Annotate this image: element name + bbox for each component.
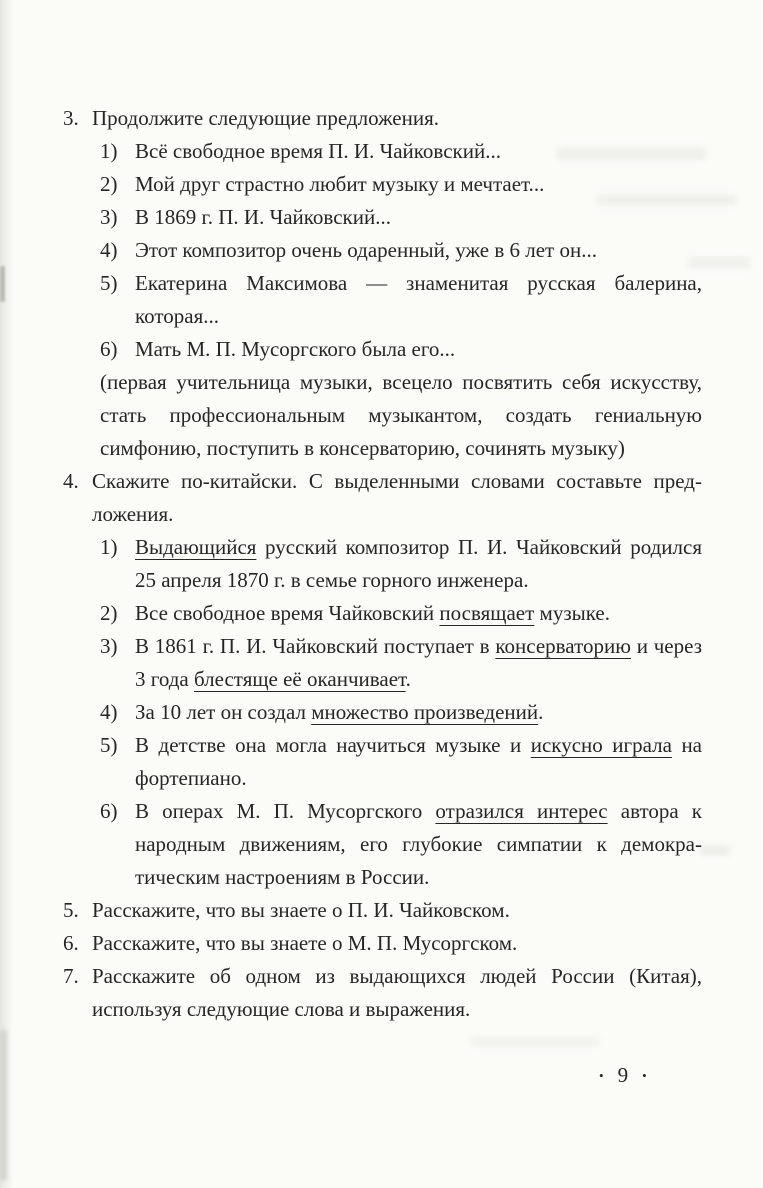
item-text: В 1869 г. П. И. Чайковский... [135,205,391,229]
item-text: Мой друг страстно любит музыку и мечтает... [135,172,545,196]
underlined-phrase: консерваторию [495,634,631,658]
exercise-item [63,729,702,795]
exercise-word-bank-note: (первая учительница музыки, всецело посвятить себя искусству, стать профессиональным музыкантом, создать гениальную симфонию, поступить в консерваторию, сочинять музыку) [100,370,702,460]
item-text [135,630,702,696]
exercise-title: Скажите по-китайски. С выделенными словами составьте предложения. [92,469,702,526]
exercise-item [63,234,702,267]
exercise-7 [63,960,702,1026]
item-number: 3) [100,205,118,229]
page-number-value: 9 [617,1063,629,1087]
exercise-4 [63,465,702,894]
exercise-item [63,795,702,894]
exercise-item [63,597,702,630]
underlined-phrase: искусно играла [530,733,672,757]
ink-bleed-ghost [700,845,730,856]
item-number: 4) [100,238,118,262]
text-segment: и через 3 года [135,634,702,691]
item-number: 2) [100,172,118,196]
text-segment: . [538,700,544,724]
item-text [135,597,702,630]
exercise-item [63,135,702,168]
exercise-heading [63,465,702,531]
item-number: 6) [100,799,118,823]
exercise-number: 4. [63,469,79,493]
item-text [135,531,702,597]
underlined-phrase: блестяще её оканчивает [194,667,406,691]
item-text: Екатерина Максимова — знаменитая русская балерина, которая... [135,271,702,328]
exercise-item [63,201,702,234]
item-text: Всё свободное время П. И. Чайковский... [135,139,501,163]
exercise-3 [63,102,702,465]
item-number: 4) [100,700,118,724]
text-segment: русский композитор П. И. Чайковский родился 25 апреля 1870 г. в семье горного инженера. [135,535,702,592]
exercise-item [63,531,702,597]
page-number-dot-left: • [599,1068,604,1083]
exercise-item [63,267,702,333]
exercise-heading [63,960,702,1026]
exercise-title: Расскажите об одном из выдающихся людей России (Китая), используя следующие слова и выражения. [92,964,702,1021]
text-segment: музыке. [534,601,610,625]
text-segment: За 10 лет он создал [135,700,312,724]
exercise-number: 5. [63,898,79,922]
underlined-phrase: Выдающийся [135,535,257,559]
item-number: 3) [100,634,118,658]
page-content [63,102,702,1026]
exercise-number: 7. [63,964,79,988]
exercise-item [63,168,702,201]
scan-edge-smudge [0,1030,7,1180]
text-segment: В операх М. П. Мусоргского [135,799,436,823]
page-number [599,1059,647,1092]
exercise-item [63,630,702,696]
exercise-6 [63,927,702,960]
item-text: Мать М. П. Мусоргского была его... [135,337,456,361]
exercise-item [63,333,702,366]
text-segment: В детстве она могла научиться музыке и [135,733,531,757]
exercise-number: 6. [63,931,79,955]
item-text [135,696,702,729]
text-segment: . [405,667,411,691]
page-number-dot-right: • [642,1068,647,1083]
item-text: Этот композитор очень одаренный, уже в 6 лет он... [135,238,597,262]
item-number: 5) [100,733,118,757]
text-segment: Все свободное время Чайковский [135,601,440,625]
underlined-phrase: отразился интерес [435,799,608,823]
item-text [135,729,702,795]
item-number: 1) [100,535,118,559]
scan-edge-shadow [0,0,13,1188]
exercise-title: Расскажите, что вы знаете о П. И. Чайковском. [92,898,510,922]
text-segment: на фортепиано. [135,733,703,790]
text-segment: В 1861 г. П. И. Чайковский поступает в [135,634,496,658]
ink-bleed-ghost [470,1036,600,1047]
item-number: 6) [100,337,118,361]
exercise-heading [63,927,702,960]
item-number: 1) [100,139,118,163]
item-text [135,795,702,894]
item-number: 5) [100,271,118,295]
exercise-5 [63,894,702,927]
text-segment: автора к народным движениям, его глубокие симпатии к демократическим настроениям в России. [135,799,702,889]
exercise-heading [63,102,702,135]
item-number: 2) [100,601,118,625]
scan-edge-mark [0,266,5,302]
exercise-heading [63,894,702,927]
exercise-title: Продолжите следующие предложения. [92,106,440,130]
exercise-number: 3. [63,106,79,130]
exercise-item [63,696,702,729]
underlined-phrase: посвящает [439,601,535,625]
underlined-phrase: множество произведений [311,700,539,724]
exercise-title: Расскажите, что вы знаете о М. П. Мусоргском. [92,931,518,955]
